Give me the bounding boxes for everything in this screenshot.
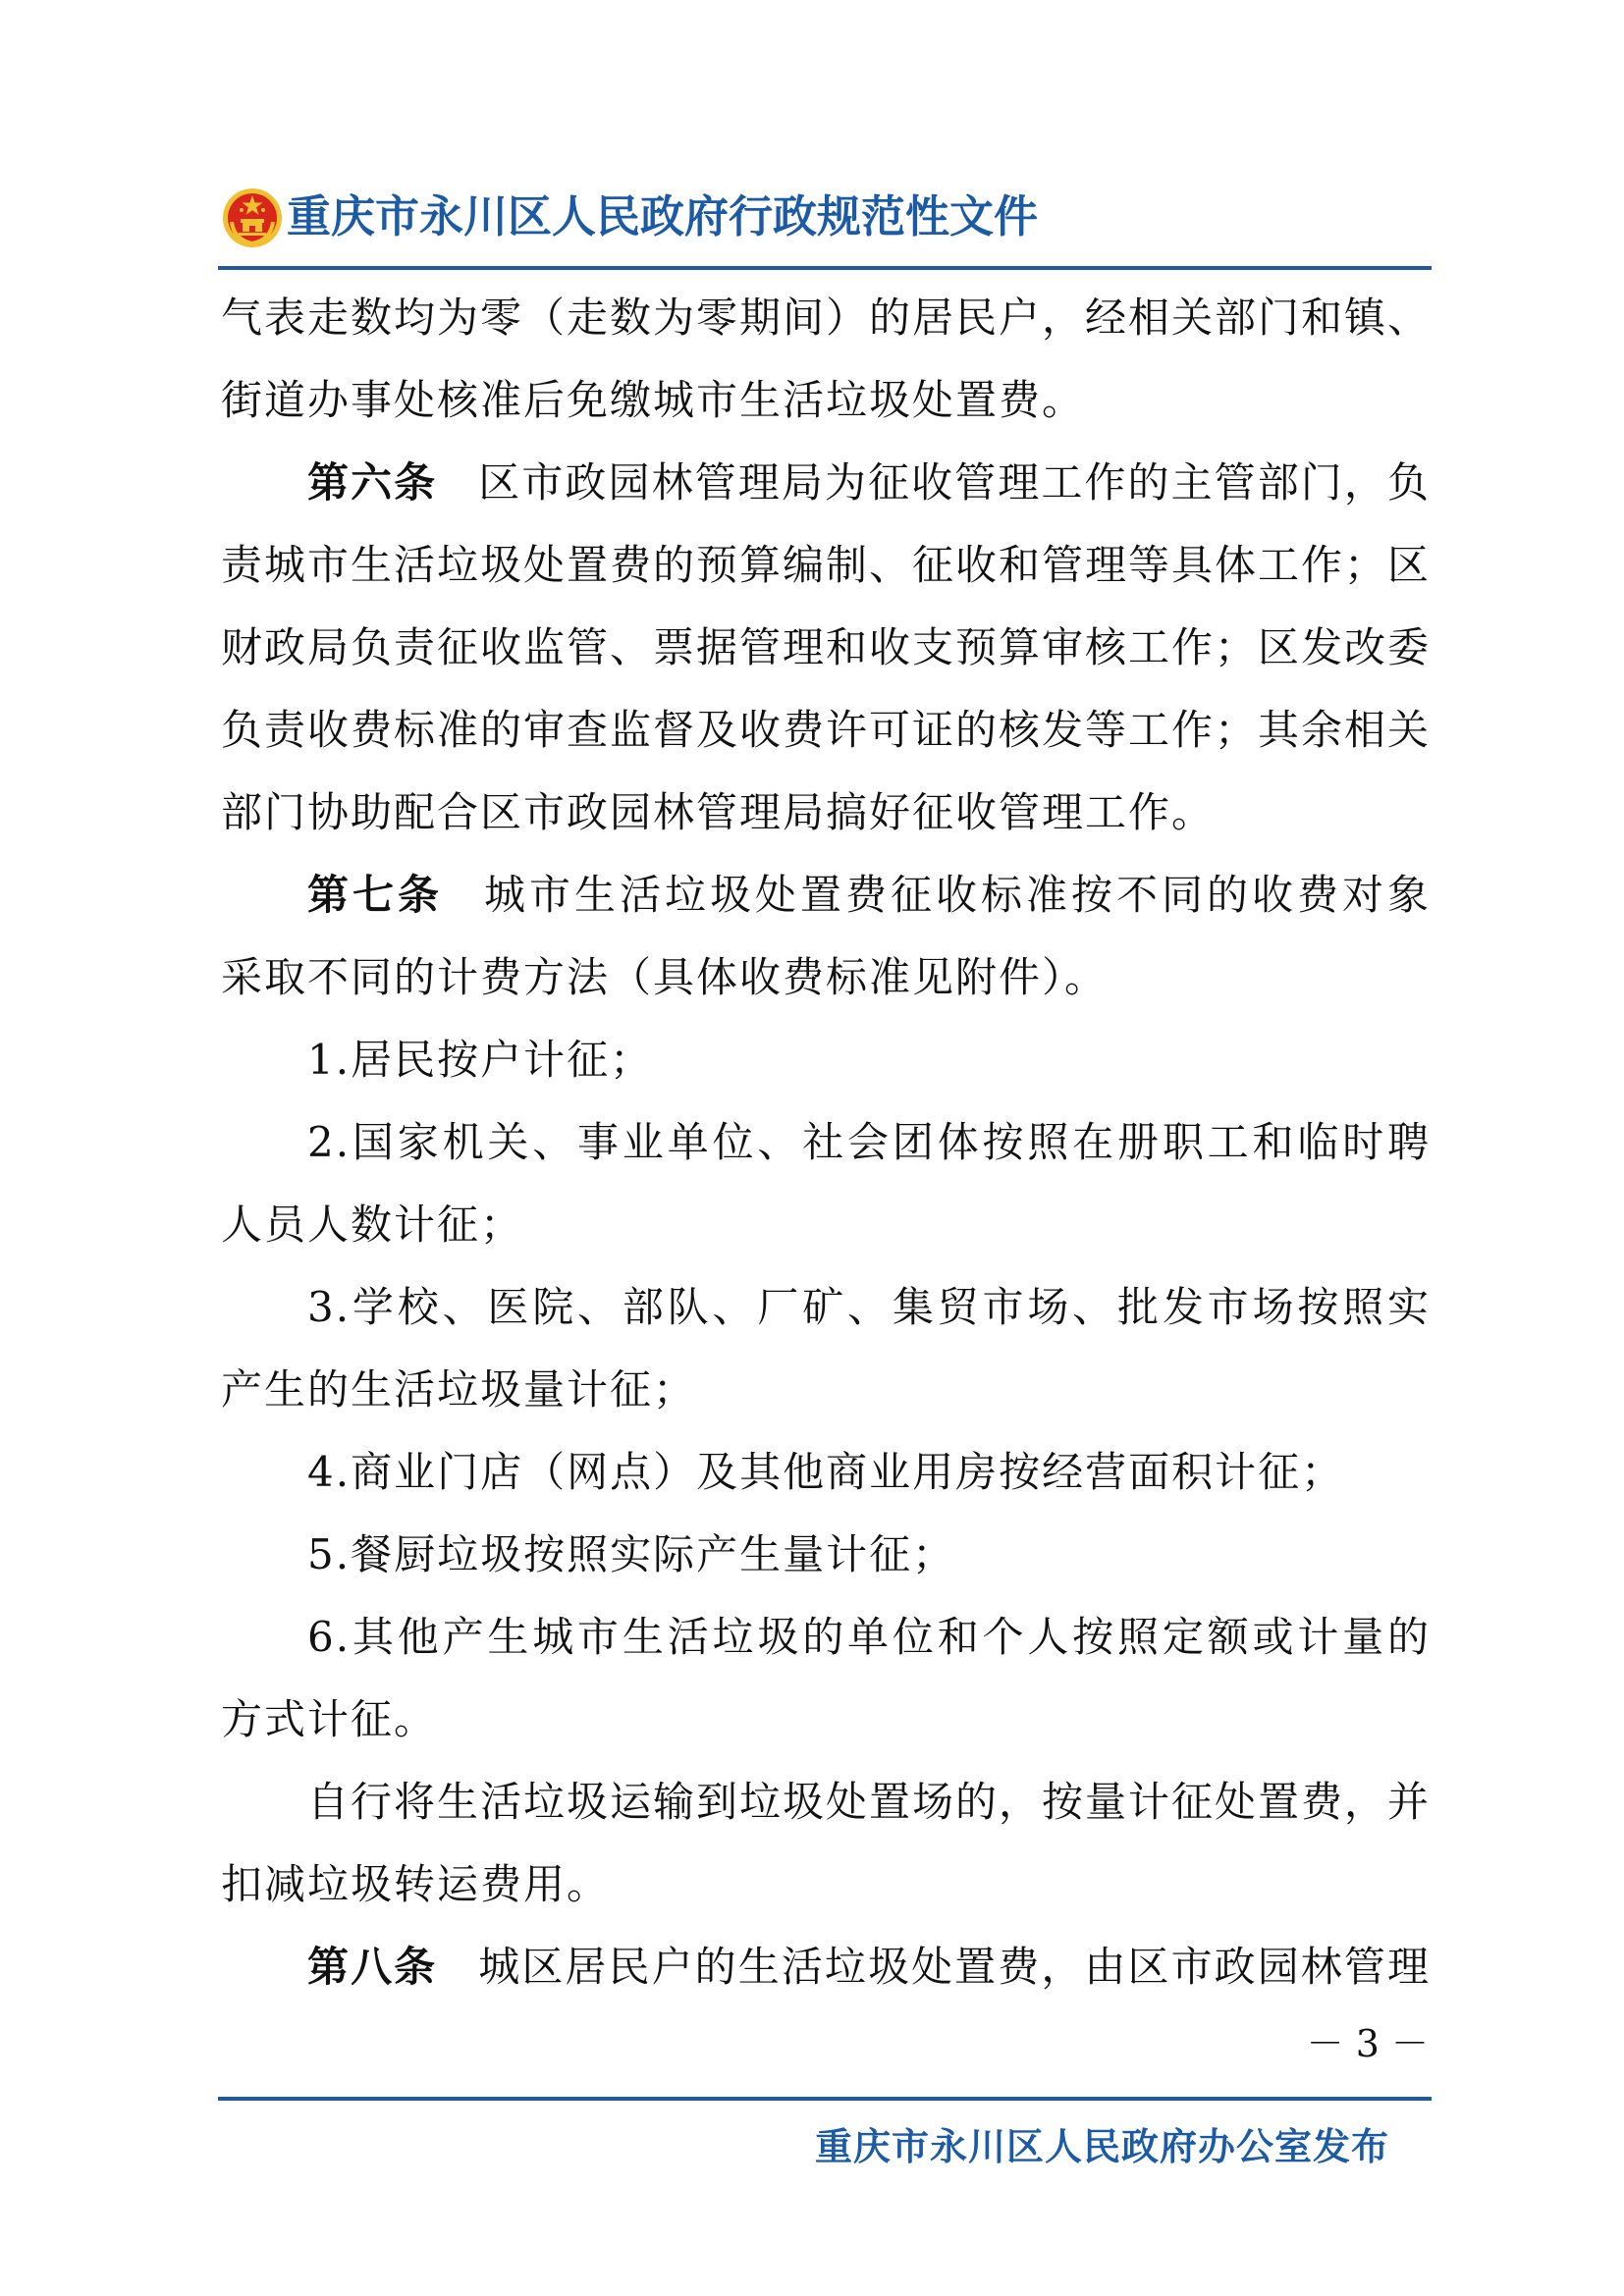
- article-line: [221, 442, 1431, 524]
- document-series-title: 重庆市永川区人民政府行政规范性文件: [287, 190, 1039, 242]
- page-number: － 3 －: [1306, 2022, 1429, 2065]
- list-item: 2.国家机关、事业单位、社会团体按照在册职工和临时聘: [307, 1118, 1431, 1166]
- text-line: 责城市生活垃圾处置费的预算编制、征收和管理等具体工作；区: [221, 541, 1431, 589]
- text-line: 部门协助配合区市政园林管理局搞好征收管理工作。: [221, 788, 1216, 836]
- text-line: 气表走数均为零（走数为零期间）的居民户，经相关部门和镇、: [221, 294, 1431, 342]
- paragraph-line: 自行将生活垃圾运输到垃圾处置场的，按量计征处置费，并: [307, 1778, 1431, 1826]
- text-line: 负责收费标准的审查监督及收费许可证的核发等工作；其余相关: [221, 706, 1431, 754]
- national-emblem-icon: [222, 187, 283, 249]
- list-item: 6.其他产生城市生活垃圾的单位和个人按照定额或计量的: [307, 1613, 1431, 1661]
- header-divider: [218, 266, 1432, 270]
- article-text: 区市政园林管理局为征收管理工作的主管部门，负: [478, 458, 1431, 507]
- article-line: [221, 1926, 1431, 2008]
- article-text: 城区居民户的生活垃圾处置费，由区市政园林管理: [478, 1943, 1431, 1991]
- text-line: 人员人数计征；: [221, 1201, 524, 1249]
- list-item: 5.餐厨垃圾按照实际产生量计征；: [307, 1530, 956, 1578]
- list-item: 4.商业门店（网点）及其他商业用房按经营面积计征；: [307, 1448, 1345, 1496]
- text-line: 街道办事处核准后免缴城市生活垃圾处置费。: [221, 376, 1086, 424]
- text-line: 财政局负责征收监管、票据管理和收支预算审核工作；区发改委: [221, 623, 1431, 671]
- article-text: 城市生活垃圾处置费征收标准按不同的收费对象: [484, 871, 1431, 919]
- document-body: [221, 277, 1431, 2008]
- article-heading: 第六条: [307, 458, 438, 507]
- text-line: 采取不同的计费方法（具体收费标准见附件）。: [221, 953, 1109, 1001]
- text-line: 方式计征。: [221, 1695, 438, 1743]
- article-line: [221, 854, 1431, 936]
- list-item: 3.学校、医院、部队、厂矿、集贸市场、批发市场按照实: [307, 1283, 1431, 1331]
- article-heading: 第七条: [307, 871, 443, 919]
- list-item: 1.居民按户计征；: [307, 1036, 654, 1084]
- article-heading: 第八条: [307, 1943, 438, 1991]
- footer-divider: [218, 2097, 1432, 2101]
- text-line: 产生的生活垃圾量计征；: [221, 1365, 697, 1414]
- text-line: 扣减垃圾转运费用。: [221, 1860, 611, 1908]
- footer-publisher: 重庆市永川区人民政府办公室发布: [815, 2125, 1390, 2168]
